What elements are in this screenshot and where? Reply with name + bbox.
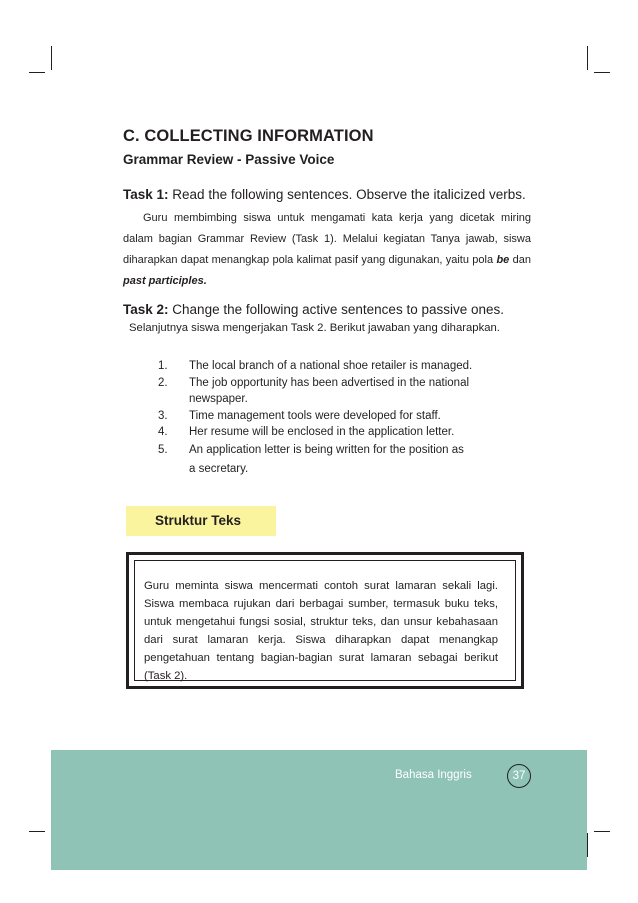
footer-band	[51, 750, 587, 870]
paragraph-and: dan	[512, 254, 531, 266]
list-item	[158, 408, 528, 425]
list-item	[158, 375, 528, 408]
paragraph-be: be	[496, 254, 510, 266]
crop-mark-bottom-right-v	[587, 833, 588, 857]
task2-heading	[123, 302, 504, 317]
list-item	[158, 424, 528, 441]
crop-mark-bottom-left-h	[29, 831, 45, 832]
task2-text: Change the following active sentences to passive ones.	[172, 302, 505, 317]
crop-mark-bottom-right-h	[594, 831, 610, 832]
task2-subtext: Selanjutnya siswa mengerjakan Task 2. Berikut jawaban yang diharapkan.	[129, 322, 500, 334]
section-title: C. COLLECTING INFORMATION	[123, 127, 374, 145]
crop-mark-top-left-h	[29, 72, 45, 73]
task1-text: Read the following sentences. Observe the italicized verbs.	[172, 187, 526, 202]
struktur-text: Guru meminta siswa mencermati contoh surat lamaran sekali lagi. Siswa membaca rujukan dari berbagai sumber, termasuk buku teks, untuk mengetahui fungsi sosial, struktur teks, dan unsur kebahasaan dari surat lamaran kerja. Siswa diharapkan dapat menangkap pengetahuan tentang bagian-bagian surat lamaran sebagai berikut (Task 2).	[144, 580, 498, 682]
list-number: 5.	[158, 443, 168, 456]
section-subtitle: Grammar Review - Passive Voice	[123, 152, 335, 167]
list-item	[158, 441, 528, 479]
list-number: 1.	[158, 360, 168, 372]
crop-mark-top-right-v	[587, 46, 588, 70]
list-item	[158, 358, 528, 375]
struktur-label: Struktur Teks	[155, 513, 242, 528]
paragraph-past-participles: past participles.	[123, 275, 207, 287]
answer-list	[158, 358, 528, 479]
crop-mark-top-right-h	[594, 72, 610, 73]
crop-mark-top-left-v	[51, 46, 52, 70]
task1-label: Task 1:	[123, 187, 169, 202]
paragraph-text: Guru membimbing siswa untuk mengamati kata kerja yang dicetak miring dalam bagian Grammar Review (Task 1). Melalui kegiatan Tanya jawab, siswa diharapkan dapat menangkap pola kalimat pasif yang digunakan, yaitu pola	[123, 212, 531, 266]
list-number: 2.	[158, 376, 168, 389]
list-text: Her resume will be enclosed in the application letter.	[189, 426, 455, 438]
task1-heading	[123, 187, 526, 202]
footer-book-title: Bahasa Inggris	[395, 769, 472, 781]
task2-label: Task 2:	[123, 302, 169, 317]
page-number: 37	[507, 764, 531, 788]
list-text: The job opportunity has been advertised in the national newspaper.	[189, 376, 470, 405]
paragraph-task1	[123, 208, 531, 292]
struktur-frame	[126, 552, 524, 689]
struktur-label-box	[126, 506, 276, 536]
list-number: 3.	[158, 409, 168, 422]
list-text: An application letter is being written for the position as a secretary.	[189, 443, 464, 475]
list-number: 4.	[158, 426, 168, 438]
list-text: Time management tools were developed for staff.	[189, 409, 441, 422]
list-text: The local branch of a national shoe retailer is managed.	[189, 360, 473, 372]
